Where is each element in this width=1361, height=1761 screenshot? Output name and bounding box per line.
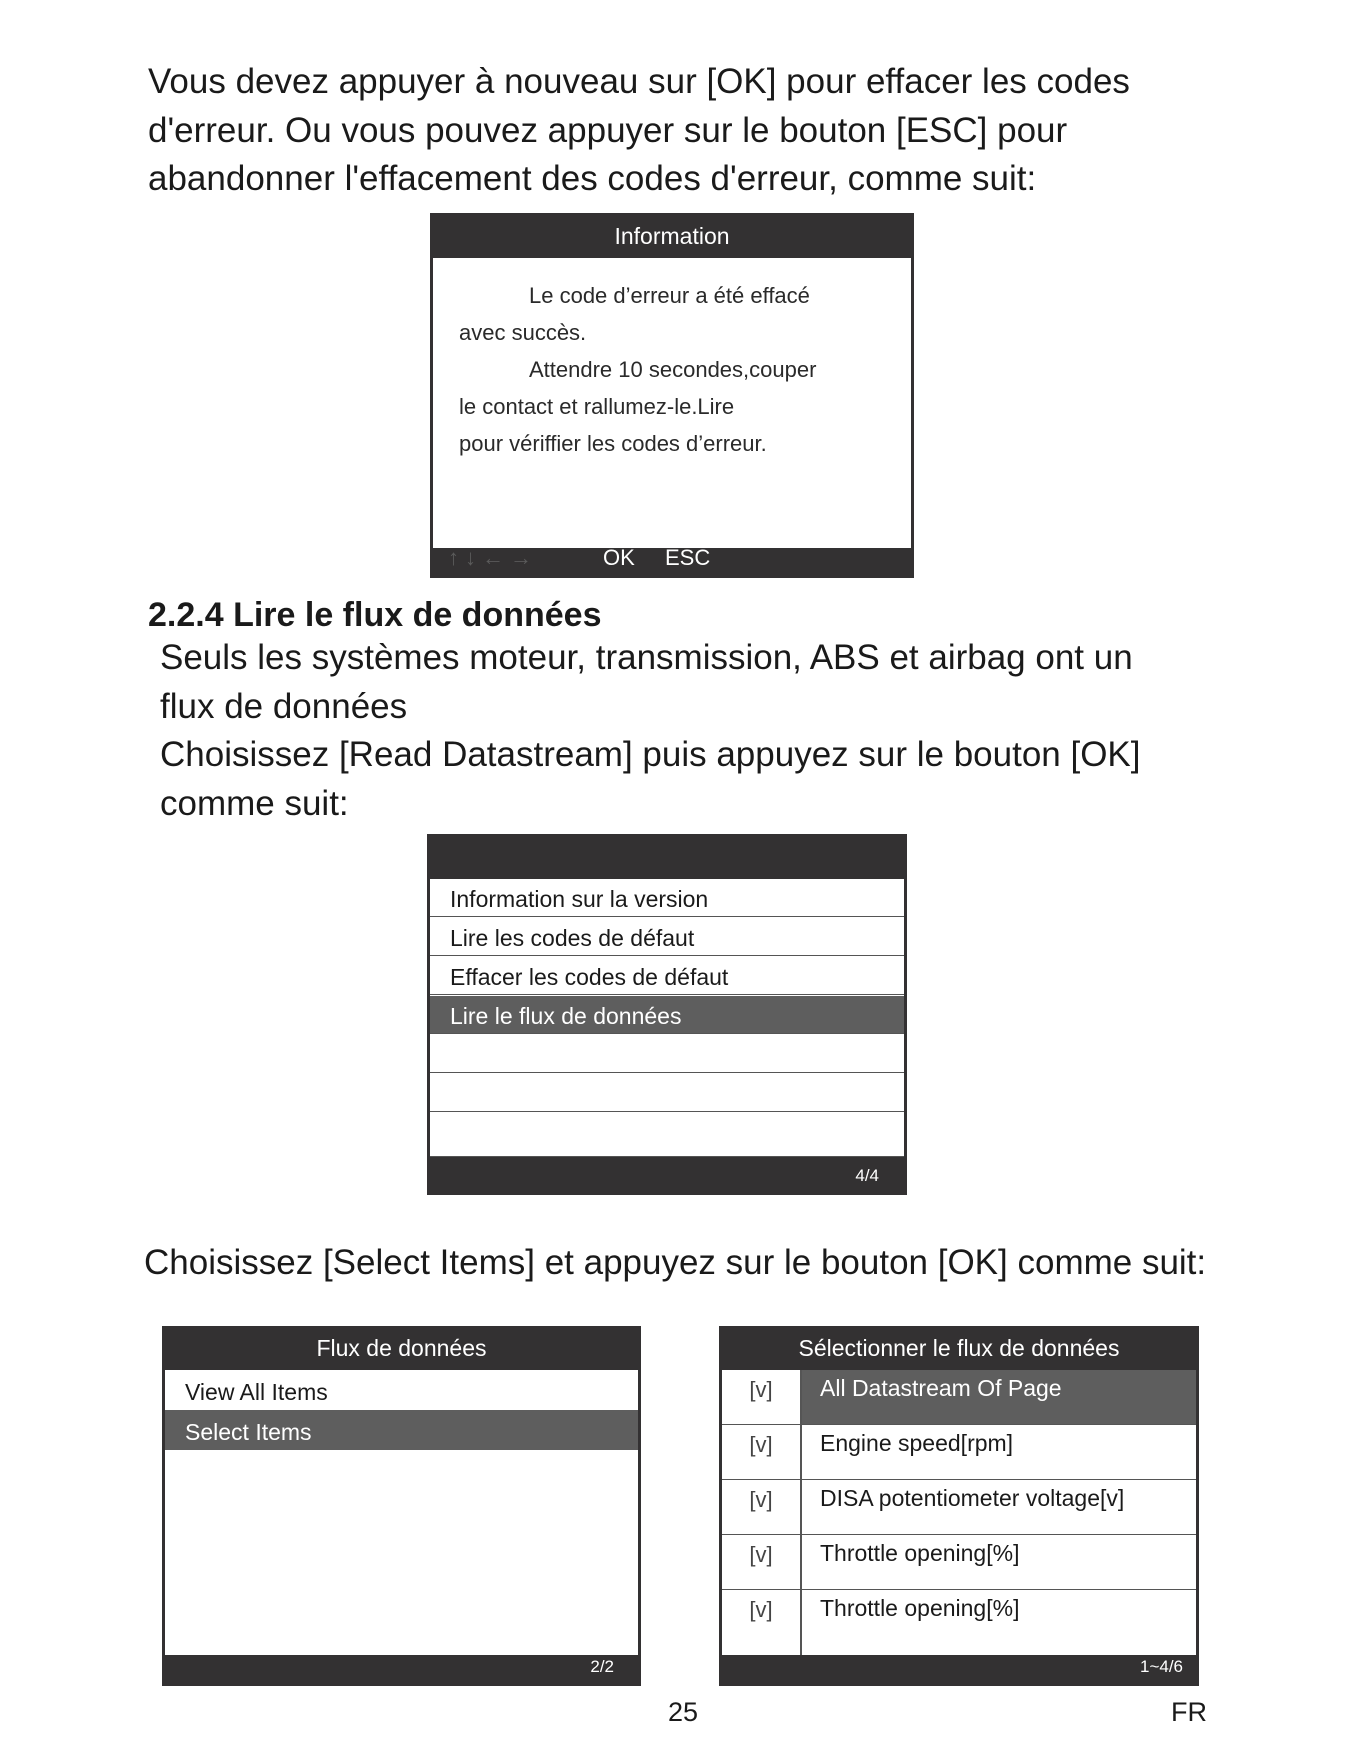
menu-item-read-datastream[interactable]: Lire le flux de données: [430, 996, 904, 1034]
info-line: pour vériffier les codes d’erreur.: [459, 431, 767, 456]
column-divider: [800, 1480, 802, 1534]
datastream-page-indicator: 2/2: [590, 1657, 614, 1676]
info-line: le contact et rallumez-le.Lire: [459, 394, 735, 419]
ok-button[interactable]: OK: [603, 545, 635, 570]
checkbox[interactable]: [v]: [749, 1597, 773, 1622]
datastream-row-label: Throttle opening[%]: [820, 1540, 1020, 1566]
section-line: comme suit:: [160, 783, 349, 823]
esc-button[interactable]: ESC: [665, 545, 711, 570]
select-datastream-list: [722, 1370, 1196, 1655]
datastream-row-label: DISA potentiometer voltage[v]: [820, 1485, 1125, 1511]
column-divider: [800, 1590, 802, 1655]
arrow-keys-icon[interactable]: ↑↓←→: [448, 545, 538, 570]
datastream-row-label: Engine speed[rpm]: [820, 1430, 1014, 1456]
menu-item-version-info[interactable]: Information sur la version: [430, 879, 904, 917]
checkbox[interactable]: [v]: [749, 1377, 773, 1402]
section-line: flux de données: [160, 686, 408, 726]
intro-line: Vous devez appuyer à nouveau sur [OK] pour effacer les codes: [148, 62, 1130, 101]
info-dialog-title: Information: [614, 223, 730, 249]
datastream-title: Flux de données: [316, 1335, 487, 1361]
info-line: Le code d’erreur a été effacé: [529, 283, 810, 308]
datastream-row-label: All Datastream Of Page: [802, 1370, 1196, 1424]
menu-item-empty: [430, 1074, 904, 1112]
section-line: Choisissez [Read Datastream] puis appuyez sur le bouton [OK]: [160, 735, 1141, 774]
intro-line: abandonner l'effacement des codes d'erreur, comme suit:: [148, 159, 1037, 198]
datastream-row[interactable]: [722, 1425, 1196, 1480]
info-dialog-screen: [430, 213, 914, 578]
menu-item-empty: [430, 1113, 904, 1157]
intro-paragraph: [148, 58, 1130, 204]
select-page-indicator: 1~4/6: [1139, 1657, 1183, 1676]
info-dialog-body: [433, 258, 911, 548]
column-divider: [800, 1425, 802, 1479]
view-all-items-option[interactable]: View All Items: [185, 1379, 328, 1405]
datastream-row[interactable]: [722, 1370, 1196, 1425]
intro-line: d'erreur. Ou vous pouvez appuyer sur le bouton [ESC] pour: [148, 110, 1068, 150]
menu-item-read-codes[interactable]: Lire les codes de défaut: [430, 918, 904, 956]
menu-page-indicator: 4/4: [855, 1166, 879, 1185]
menu-item-erase-codes[interactable]: Effacer les codes de défaut: [430, 957, 904, 995]
select-datastream-screen: [719, 1326, 1199, 1686]
menu-screen: [427, 834, 907, 1195]
checkbox[interactable]: [v]: [749, 1432, 773, 1457]
datastream-row[interactable]: [722, 1590, 1196, 1655]
info-line: Attendre 10 secondes,couper: [529, 357, 817, 382]
datastream-row[interactable]: [722, 1535, 1196, 1590]
checkbox[interactable]: [v]: [749, 1487, 773, 1512]
checkbox[interactable]: [v]: [749, 1542, 773, 1567]
datastream-row[interactable]: [722, 1480, 1196, 1535]
section-line: Seuls les systèmes moteur, transmission, ABS et airbag ont un: [160, 638, 1133, 677]
language-label: FR: [1171, 1697, 1207, 1727]
datastream-list: [165, 1370, 638, 1655]
select-items-caption: Choisissez [Select Items] et appuyez sur le bouton [OK] comme suit:: [144, 1243, 1207, 1282]
page-number: 25: [668, 1697, 699, 1727]
select-items-option[interactable]: Select Items: [165, 1410, 638, 1450]
datastream-row-label: Throttle opening[%]: [820, 1595, 1020, 1621]
datastream-screen: [162, 1326, 641, 1686]
section-heading: 2.2.4 Lire le flux de données: [148, 596, 602, 634]
column-divider: [800, 1370, 802, 1424]
menu-item-empty: [430, 1035, 904, 1073]
select-datastream-title: Sélectionner le flux de données: [798, 1335, 1120, 1361]
column-divider: [800, 1535, 802, 1589]
section-paragraph: [160, 634, 1141, 828]
info-line: avec succès.: [459, 320, 587, 345]
menu-list: [430, 879, 904, 1157]
